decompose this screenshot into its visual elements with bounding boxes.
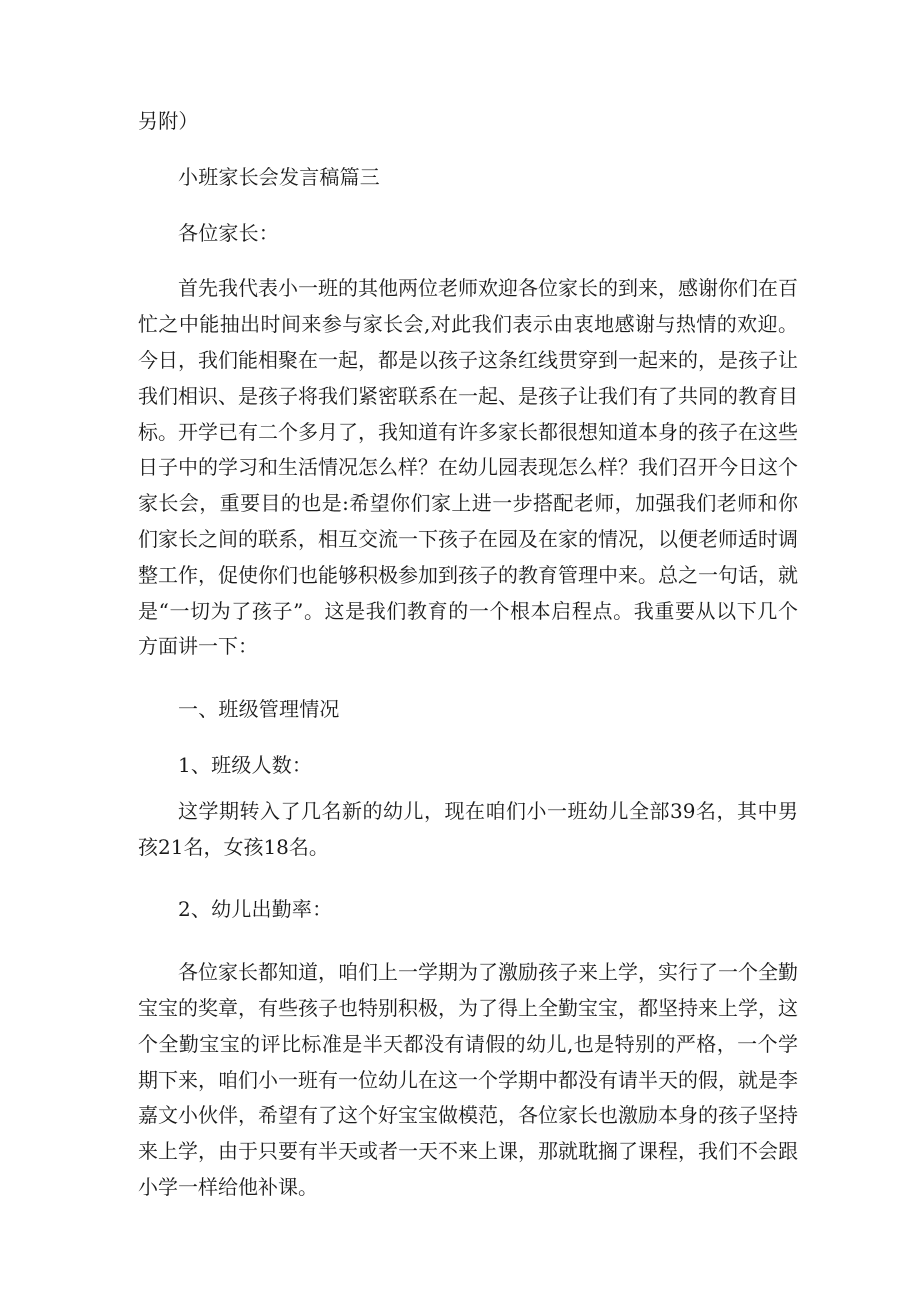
subheading-class-size: 1、班级人数： — [178, 752, 313, 777]
document-body — [138, 104, 798, 1206]
attendance-paragraph: 各位家长都知道，咱们上一学期为了激励孩子来上学，实行了一个全勤宝宝的奖章，有些孩子也特别积极，为了得上全勤宝宝，都坚持来上学，这个全勤宝宝的评比标准是半天都没有请假的幼儿,也是特别的严格，一个学期下来，咱们小一班有一位幼儿在这一个学期中都没有请半天的假，就是李嘉文小伙伴，希望有了这个好宝宝做模范，各位家长也激励本身的孩子坚持来上学，由于只要有半天或者一天不来上课，那就耽搁了课程，我们不会跟小学一样给他补课。 — [138, 960, 798, 1199]
section-title: 小班家长会发言稿篇三 — [178, 164, 380, 189]
intro-paragraph: 首先我代表小一班的其他两位老师欢迎各位家长的到来，感谢你们在百忙之中能抽出时间来参与家长会,对此我们表示由衷地感谢与热情的欢迎。今日，我们能相聚在一起，都是以孩子这条红线贯穿到一起来的，是孩子让我们相识、是孩子将我们紧密联系在一起、是孩子让我们有了共同的教育目标。开学已有二个多月了，我知道有许多家长都很想知道本身的孩子在这些日子中的学习和生活情况怎么样？在幼儿园表现怎么样？我们召开今日这个家长会，重要目的也是:希望你们家上进一步搭配老师，加强我们老师和你们家长之间的联系，相互交流一下孩子在园及在家的情况，以便老师适时调整工作，促使你们也能够积极参加到孩子的教育管理中来。总之一句话，就是“一切为了孩子”。这是我们教育的一个根本启程点。我重要从以下几个方面讲一下： — [138, 276, 798, 659]
continuation-text: 另附） — [138, 109, 199, 133]
heading-class-management: 一、班级管理情况 — [178, 697, 340, 722]
greeting: 各位家长： — [178, 220, 279, 245]
class-size-paragraph: 这学期转入了几名新的幼儿，现在咱们小一班幼儿全部39名，其中男孩21名，女孩18名。 — [138, 798, 798, 859]
subheading-attendance: 2、幼儿出勤率： — [178, 897, 333, 922]
